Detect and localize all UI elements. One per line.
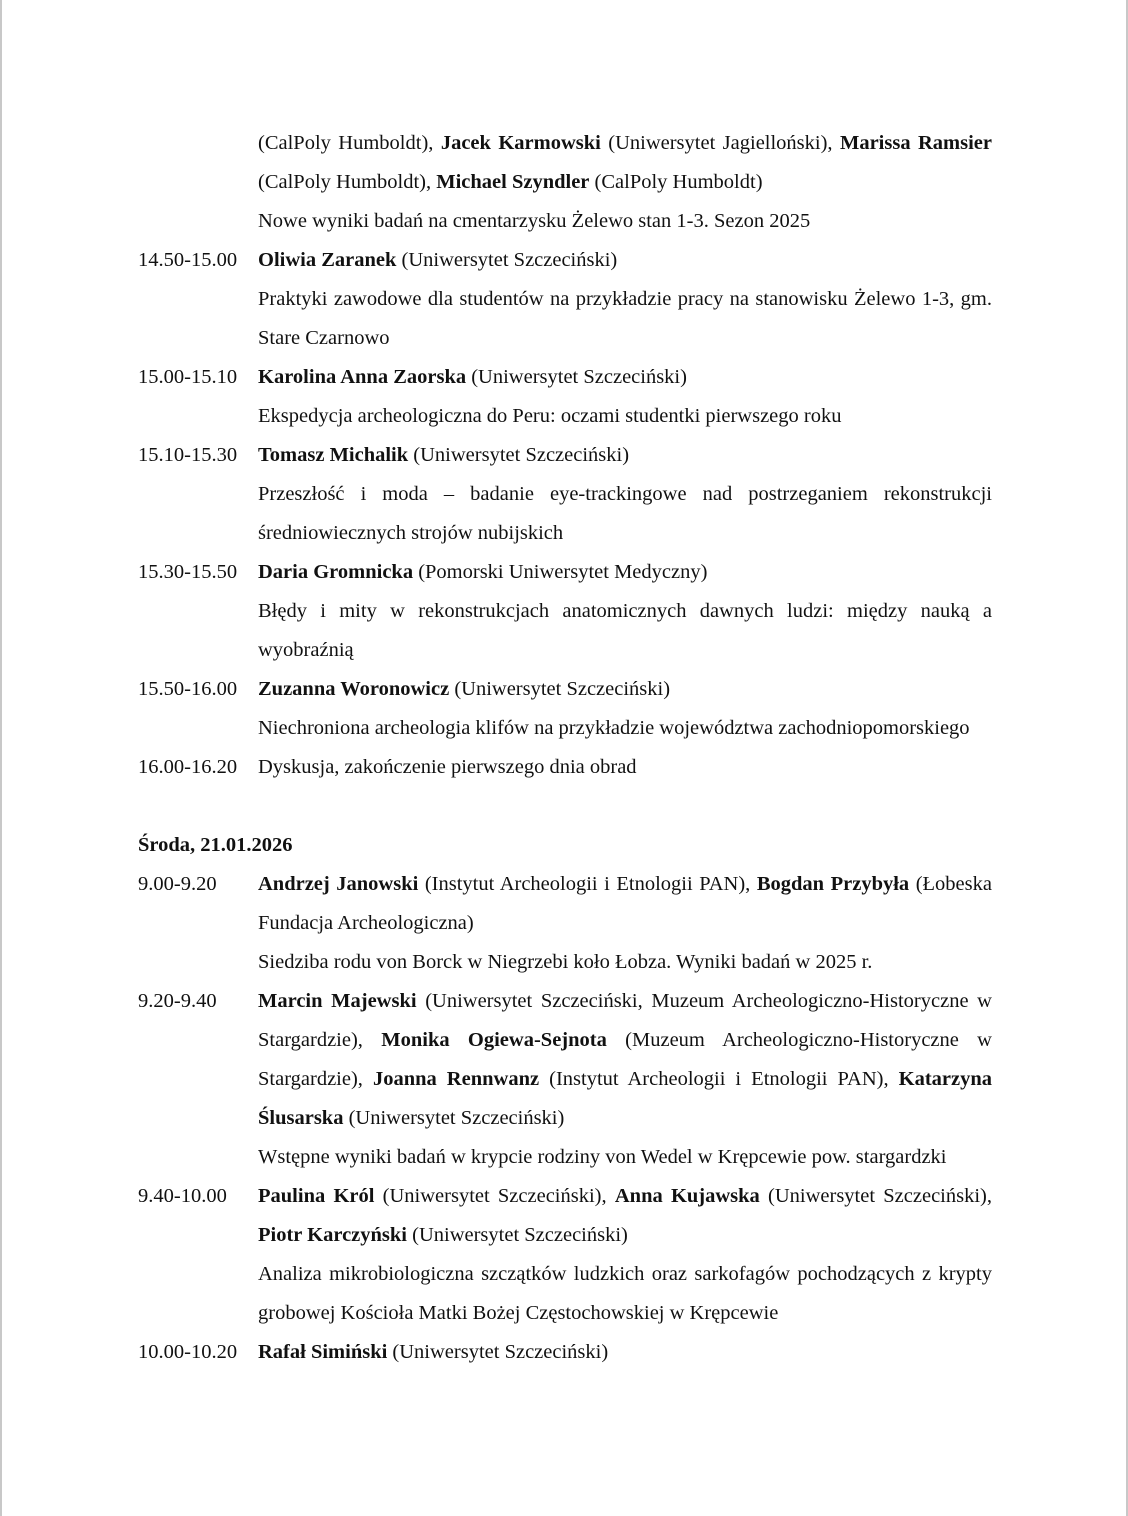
speakers-line [258, 241, 992, 280]
session-time: 9.20-9.40 [138, 990, 217, 1012]
session-row [138, 865, 992, 982]
speaker-name: Paulina Król [258, 1185, 375, 1207]
speaker-affiliation: (Uniwersytet Szczeciński) [396, 249, 618, 271]
session-time: 10.00-10.20 [138, 1341, 238, 1363]
session-time: 14.50-15.00 [138, 249, 238, 271]
session-time: 16.00-16.20 [138, 756, 238, 778]
speakers-line [258, 1333, 992, 1372]
speakers-line [258, 1177, 992, 1255]
speaker-affiliation: (Uniwersytet Szczeciński) [408, 444, 630, 466]
talk-title: Ekspedycja archeologiczna do Peru: oczami studentki pierwszego roku [258, 405, 842, 427]
speaker-affiliation: (Uniwersytet Szczeciński), [759, 1185, 992, 1207]
session-time: 15.30-15.50 [138, 561, 238, 583]
session-time: 15.50-16.00 [138, 678, 238, 700]
speakers-line [258, 436, 992, 475]
speaker-affiliation: (Uniwersytet Szczeciński, Muzeum Archeologiczno-Historyczne w Stargardzie), [258, 990, 992, 1051]
speaker-affiliation: (Łobeska Fundacja Archeologiczna) [258, 873, 992, 934]
speaker-name: Rafał Simiński [258, 1341, 388, 1363]
speaker-name: Katarzyna Ślusarska [258, 1068, 992, 1129]
speaker-name: Karolina Anna Zaorska [258, 366, 467, 388]
speaker-name: Marcin Majewski [258, 990, 417, 1012]
session-time: 15.10-15.30 [138, 444, 238, 466]
session-continuation [138, 124, 992, 241]
session-row [138, 553, 992, 670]
talk-title: Analiza mikrobiologiczna szczątków ludzkich oraz sarkofagów pochodzących z krypty grobowej Kościoła Matki Bożej Częstochowskiej w Krępcewie [258, 1263, 992, 1324]
talk-title: Przeszłość i moda – badanie eye-trackingowe nad postrzeganiem rekonstrukcji średniowiecznych strojów nubijskich [258, 483, 992, 544]
speakers-line [258, 124, 992, 202]
speaker-name: Andrzej Janowski [258, 873, 419, 895]
speaker-name: Monika Ogiewa-Sejnota [381, 1029, 607, 1051]
session-row [138, 748, 992, 787]
programme-content [138, 124, 992, 1372]
speakers-line [258, 865, 992, 943]
speaker-name: Joanna Rennwanz [372, 1068, 540, 1090]
speaker-name: Oliwia Zaranek [258, 249, 397, 271]
speaker-name: Bogdan Przybyła [756, 873, 910, 895]
session-row [138, 1333, 992, 1372]
speaker-affiliation: (Uniwersytet Szczeciński), [374, 1185, 615, 1207]
talk-title: Praktyki zawodowe dla studentów na przykładzie pracy na stanowisku Żelewo 1-3, gm. Stare Czarnowo [258, 288, 992, 349]
speaker-affiliation: (Uniwersytet Szczeciński) [407, 1224, 628, 1246]
talk-title: Siedziba rodu von Borck w Niegrzebi koło Łobza. Wyniki badań w 2025 r. [258, 951, 873, 973]
session-row [138, 358, 992, 436]
speaker-name: Anna Kujawska [614, 1185, 760, 1207]
speaker-affiliation: (Muzeum Archeologiczno-Historyczne w Stargardzie), [258, 1029, 992, 1090]
speaker-name: Tomasz Michalik [258, 444, 409, 466]
speakers-line [258, 358, 992, 397]
speaker-affiliation: (CalPoly Humboldt), [258, 132, 441, 154]
speaker-affiliation: (Uniwersytet Szczeciński) [387, 1341, 609, 1363]
session-row [138, 241, 992, 358]
speakers-line [258, 553, 992, 592]
speaker-affiliation: (Instytut Archeologii i Etnologii PAN), [539, 1068, 899, 1090]
speaker-affiliation: (Uniwersytet Szczeciński) [343, 1107, 565, 1129]
session-note: Dyskusja, zakończenie pierwszego dnia obrad [258, 756, 637, 778]
talk-title: Wstępne wyniki badań w krypcie rodziny von Wedel w Krępcewie pow. stargardzki [258, 1146, 947, 1168]
session-time [138, 124, 258, 241]
session-row [138, 982, 992, 1177]
session-time: 15.00-15.10 [138, 366, 238, 388]
speaker-name: Jacek Karmowski [440, 132, 601, 154]
speaker-affiliation: (Instytut Archeologii i Etnologii PAN), [418, 873, 757, 895]
speaker-affiliation: (Uniwersytet Jagielloński), [600, 132, 840, 154]
session-time: 9.00-9.20 [138, 873, 217, 895]
speaker-name: Daria Gromnicka [258, 561, 414, 583]
speaker-name: Piotr Karczyński [258, 1224, 407, 1246]
speaker-affiliation: (Pomorski Uniwersytet Medyczny) [413, 561, 708, 583]
session-row [138, 436, 992, 553]
talk-title: Niechroniona archeologia klifów na przykładzie województwa zachodniopomorskiego [258, 717, 970, 739]
speakers-line [258, 670, 992, 709]
speaker-affiliation: (Uniwersytet Szczeciński) [449, 678, 671, 700]
speaker-affiliation: (CalPoly Humboldt), [258, 171, 437, 193]
speaker-name: Zuzanna Woronowicz [258, 678, 450, 700]
session-row [138, 670, 992, 748]
speaker-name: Michael Szyndler [436, 171, 590, 193]
talk-title: Nowe wyniki badań na cmentarzysku Żelewo stan 1-3. Sezon 2025 [258, 210, 811, 232]
speaker-name: Marissa Ramsier [839, 132, 992, 154]
speaker-affiliation: (Uniwersytet Szczeciński) [466, 366, 687, 388]
session-row [138, 1177, 992, 1333]
talk-title: Błędy i mity w rekonstrukcjach anatomicznych dawnych ludzi: między nauką a wyobraźnią [258, 600, 992, 661]
speakers-line [258, 982, 992, 1138]
day-heading: Środa, 21.01.2026 [138, 834, 293, 856]
session-time: 9.40-10.00 [138, 1185, 227, 1207]
speaker-affiliation: (CalPoly Humboldt) [589, 171, 763, 193]
